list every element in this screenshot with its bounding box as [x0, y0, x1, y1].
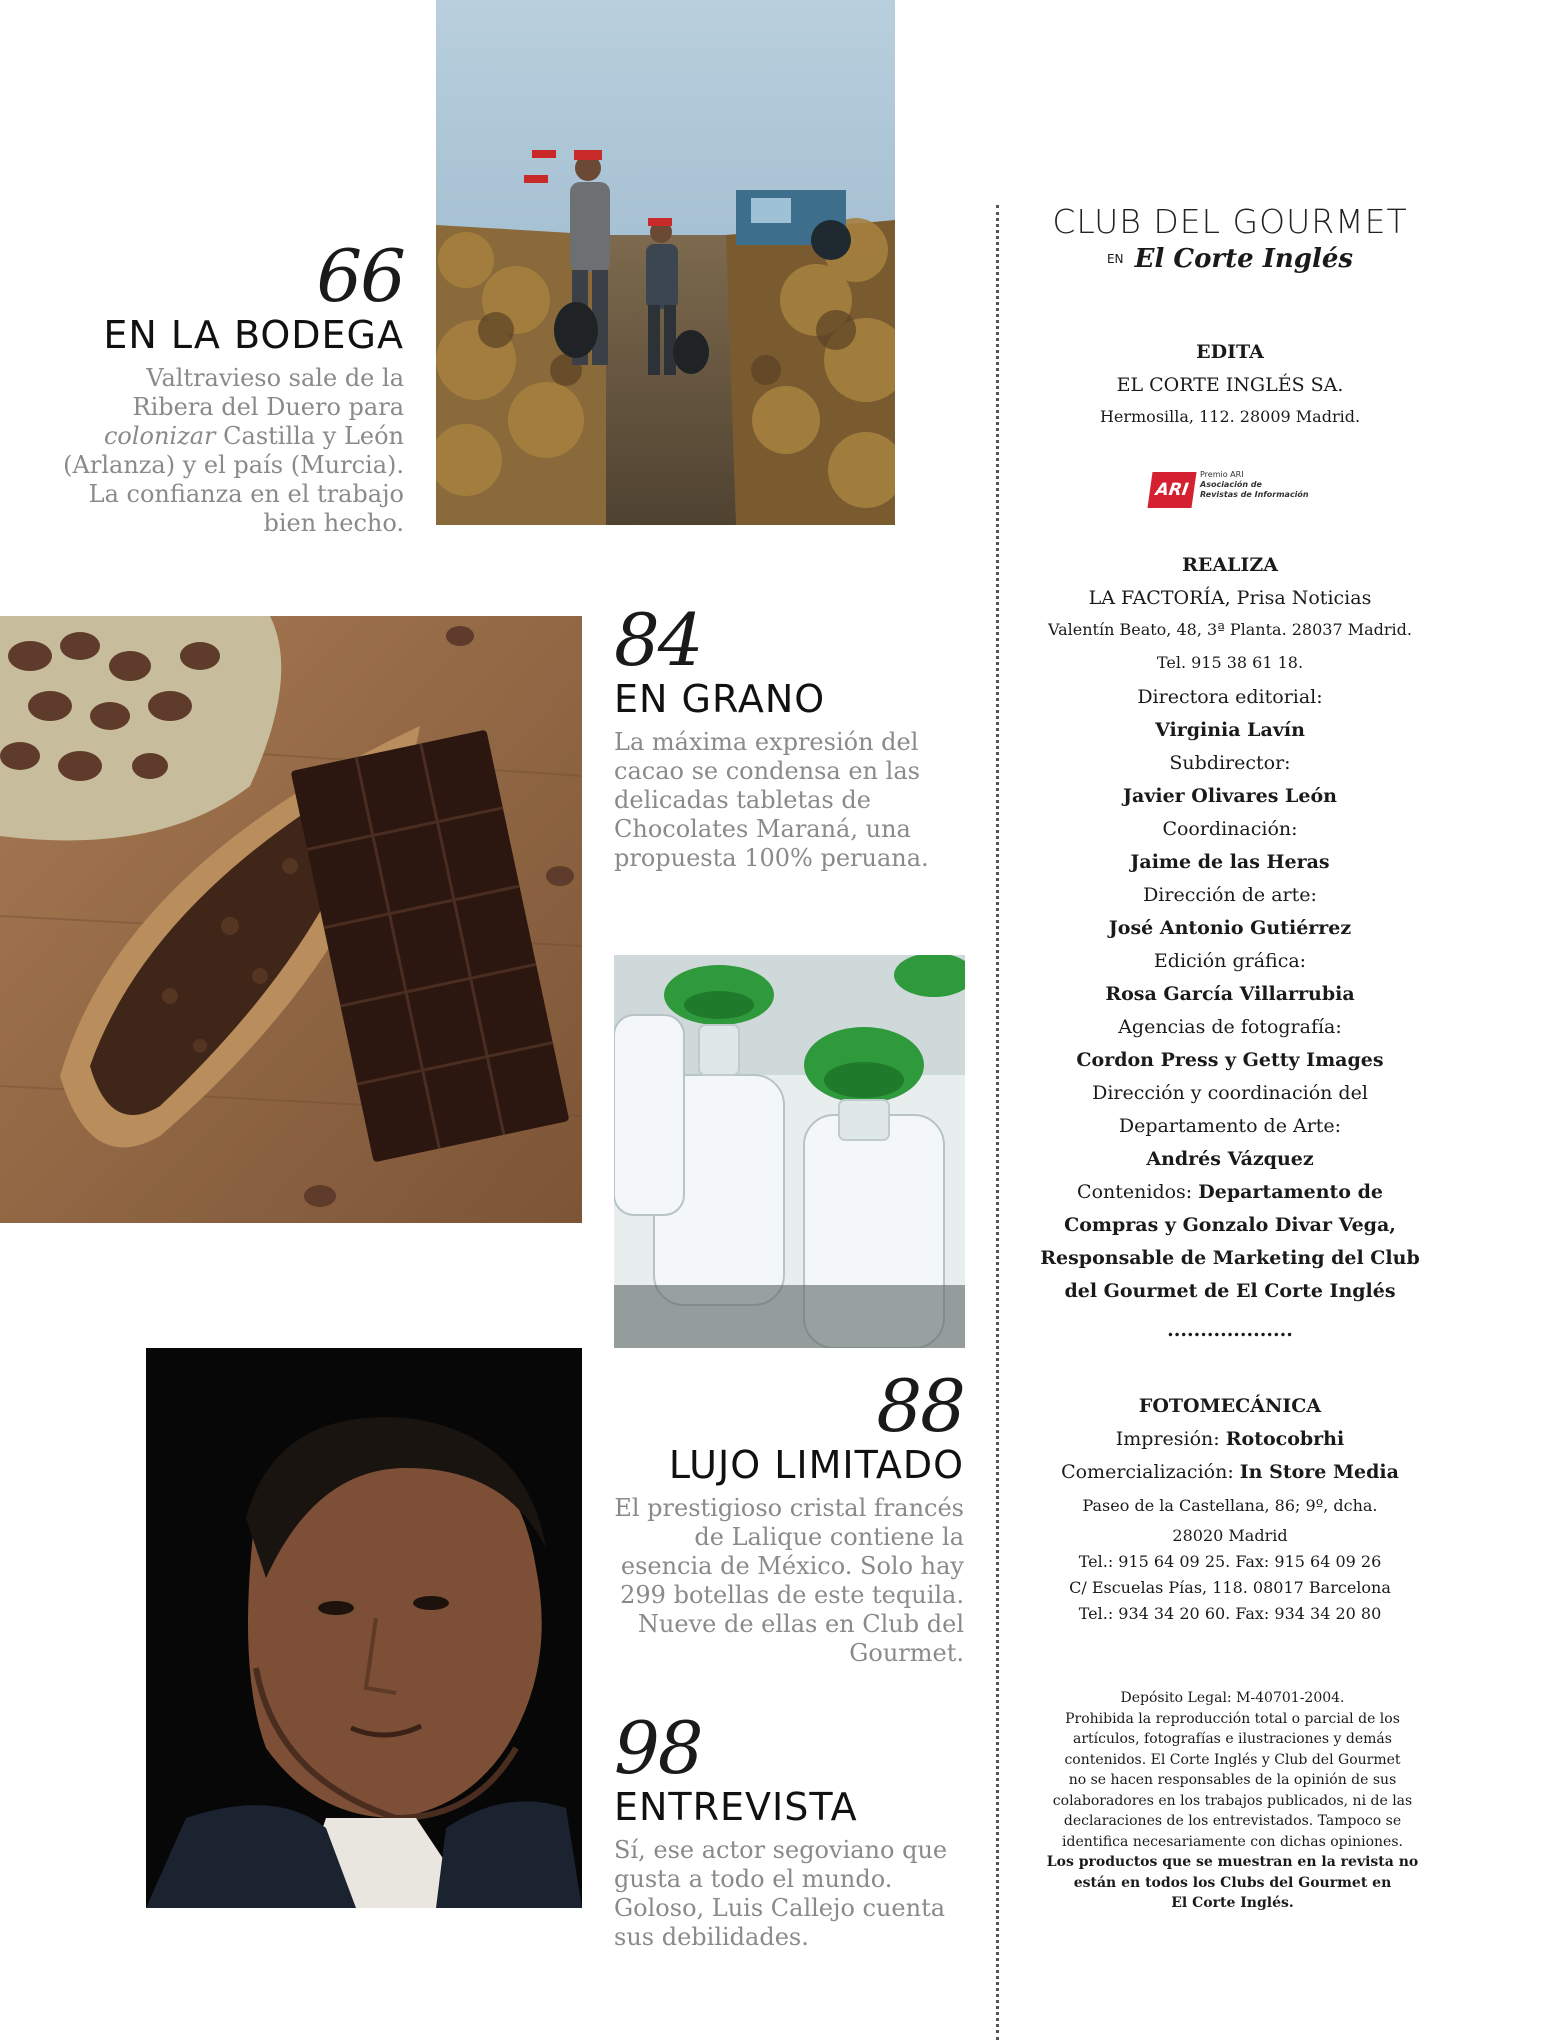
- toc-page-number: 98: [614, 1706, 702, 1790]
- credits-edita: [1030, 336, 1430, 432]
- realiza-tel: Tel. 915 38 61 18.: [1156, 653, 1304, 672]
- fotomecanica-label: FOTOMECÁNICA: [1138, 1395, 1322, 1417]
- vineyard-photo: [436, 0, 895, 525]
- role-name: Cordon Press y Getty Images: [1076, 1049, 1384, 1071]
- role-title: Edición gráfica:: [1153, 950, 1307, 972]
- cocoa-chocolate-photo: [0, 616, 582, 1223]
- role-title: Departamento de Arte:: [1118, 1115, 1342, 1137]
- legal-notice: Depósito Legal: M-40701-2004. Prohibida la reproducción total o parcial de los artículos, fotografías e ilustraciones y demás contenidos. El Corte Inglés y Club del Gourmet no se hacen responsables de la opinión de sus colaboradores en los trabajos publicados, ni de las declaraciones de los entrevistados. Tampoco se identifica necesariamente con dichas opiniones. Los productos que se muestran en la revista no están en todos los Clubs del Gourmet en El Corte Inglés.: [1046, 1690, 1419, 1911]
- address-line: Paseo de la Castellana, 86; 9º, dcha.: [1082, 1496, 1378, 1515]
- edita-address: Hermosilla, 112. 28009 Madrid.: [1099, 407, 1361, 426]
- ari-mark: ARI: [1147, 472, 1196, 508]
- logo-en: EN: [1106, 252, 1124, 266]
- toc-summary: La máxima expresión del cacao se condensa en las delicadas tabletas de Chocolates Maraná, una propuesta 100% peruana.: [614, 728, 929, 872]
- toc-title: EN GRANO: [614, 677, 826, 721]
- realiza-address: Valentín Beato, 48, 3ª Planta. 28037 Madrid.: [1048, 620, 1412, 639]
- role-title: Dirección de arte:: [1143, 884, 1317, 906]
- ari-badge: [1150, 468, 1310, 514]
- toc-summary: Valtravieso sale de la Ribera del Duero para colonizar Castilla y León (Arlanza) y el país (Murcia). La confianza en el trabajo bien hecho.: [63, 364, 404, 537]
- edita-company: EL CORTE INGLÉS SA.: [1116, 374, 1344, 396]
- logo-brand-line: [1030, 244, 1430, 274]
- role-title: Coordinación:: [1162, 818, 1298, 840]
- contenidos-line: Compras y Gonzalo Divar Vega,: [1064, 1214, 1396, 1236]
- toc-title: EN LA BODEGA: [103, 313, 404, 357]
- contenidos-line: Contenidos: Departamento de: [1077, 1181, 1383, 1203]
- address-line: Tel.: 934 34 20 60. Fax: 934 34 20 80: [1078, 1604, 1382, 1623]
- role-name: Jaime de las Heras: [1130, 851, 1330, 873]
- address-line: C/ Escuelas Pías, 118. 08017 Barcelona: [1069, 1578, 1391, 1597]
- toc-page-number: 66: [316, 234, 404, 318]
- role-name: José Antonio Gutiérrez: [1108, 917, 1352, 939]
- ari-text: Premio ARI Asociación de Revistas de Información: [1200, 470, 1309, 499]
- column-divider: [996, 205, 999, 2040]
- contenidos-line: del Gourmet de El Corte Inglés: [1064, 1280, 1396, 1302]
- lalique-bottles-photo: [614, 955, 965, 1348]
- toc-entry-grano[interactable]: [614, 598, 934, 873]
- toc-entry-bodega[interactable]: [60, 234, 404, 538]
- realiza-company: LA FACTORÍA, Prisa Noticias: [1088, 587, 1372, 609]
- address-line: Tel.: 915 64 09 25. Fax: 915 64 09 26: [1078, 1552, 1382, 1571]
- role-title: Agencias de fotografía:: [1118, 1016, 1342, 1038]
- logo-title: CLUB DEL GOURMET: [1052, 202, 1408, 241]
- credits-fotomecanica: [1030, 1390, 1430, 1627]
- separator-dots: ...................: [1167, 1319, 1293, 1341]
- toc-page-number: 84: [614, 598, 702, 682]
- role-name: Virginia Lavín: [1155, 719, 1305, 741]
- contenidos-line: Responsable de Marketing del Club: [1040, 1247, 1420, 1269]
- role-title: Subdirector:: [1169, 752, 1291, 774]
- role-name: Andrés Vázquez: [1146, 1148, 1314, 1170]
- credits-realiza: [1030, 549, 1430, 1347]
- role-title: Dirección y coordinación del: [1092, 1082, 1368, 1104]
- role-title: Directora editorial:: [1137, 686, 1323, 708]
- toc-page-number: 88: [876, 1364, 964, 1448]
- role-name: Rosa García Villarrubia: [1105, 983, 1355, 1005]
- comercializacion-line: Comercialización: In Store Media: [1061, 1461, 1399, 1483]
- role-name: Javier Olivares León: [1123, 785, 1337, 807]
- impresion-line: Impresión: Rotocobrhi: [1115, 1428, 1345, 1450]
- address-line: 28020 Madrid: [1172, 1526, 1288, 1545]
- toc-summary: Sí, ese actor segoviano que gusta a todo el mundo. Goloso, Luis Callejo cuenta sus debilidades.: [614, 1836, 948, 1951]
- club-del-gourmet-logo: [1030, 202, 1430, 274]
- toc-title: ENTREVISTA: [614, 1785, 858, 1829]
- actor-portrait-photo: [146, 1348, 582, 1908]
- el-corte-ingles-logo: El Corte Inglés: [1134, 244, 1354, 274]
- toc-entry-lujo[interactable]: [598, 1364, 964, 1668]
- edita-label: EDITA: [1196, 341, 1264, 363]
- toc-entry-entrevista[interactable]: [614, 1706, 976, 1952]
- realiza-label: REALIZA: [1182, 554, 1278, 576]
- toc-title: LUJO LIMITADO: [668, 1443, 964, 1487]
- toc-summary: El prestigioso cristal francés de Lalique contiene la esencia de México. Solo hay 299 botellas de este tequila. Nueve de ellas en Club del Gourmet.: [614, 1494, 964, 1667]
